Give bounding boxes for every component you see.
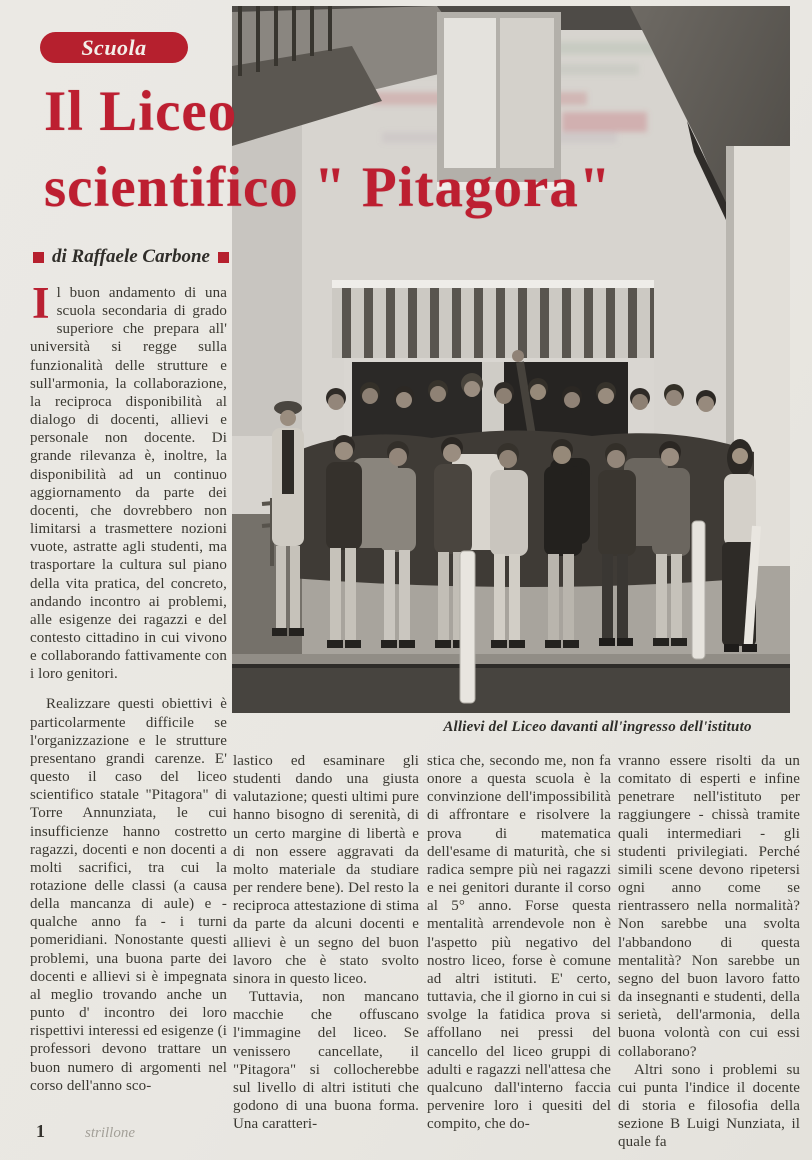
paragraph: Il buon andamento di una scuola secondaria di grado superiore che prepara all' università si regge sulla funzionalità delle strutture e sull'armonia, la collaborazione, la reciproca disponibilità al dialogo di docenti, allievi e personale non docente. Di grande rilevanza è, inoltre, la disponibilità ad un continuo aggiornamento da parte dei docenti, che dovrebbero non limitarsi a trasmettere nozioni vuote, astratte agli studenti, ma trasportare la cultura sul piano della vita pratica, del concreto, andando incontro ai problemi, alle esigenze dei ragazzi e del contesto cittadino in cui vivono e collaborando fattivamente con i loro genitori. bbox=[30, 278, 227, 683]
byline bbox=[33, 246, 229, 268]
paragraph: vranno essere risolti da un comitato di esperti e infine penetrare nell'istituto per raggiungere - chissà tramite quali intermediari - gli studenti privilegiati. Perché simili scene devono ripetersi ogni anno come se rientrassero nella normalità? Non sarebbe una svolta l'abbandono di questa mentalità? Non sarebbe un segno del buon lavoro fatto da insegnanti e studenti, della serietà, dell'armonia, della buona volontà con cui essi collaborano? bbox=[618, 753, 800, 1060]
byline-square-icon bbox=[218, 252, 229, 263]
article-column-3 bbox=[427, 752, 611, 1133]
page-number: 1 bbox=[36, 1121, 45, 1141]
paragraph: stica che, secondo me, non fa onore a questa scuola è la convinzione dell'impossibilità di affrontare e risolvere la prova di matematica dell'esame di maturità, che si radica sempre più nei ragazzi e nei genitori durante il corso al 5° anno. Forse questa mentalità arrendevole non è l'aspetto più negativo del nostro liceo, forse è comune ad altri istituti. E' certo, tuttavia, che il giorno in cui si svolge la fatidica prova si affollano nei pressi del cancello del liceo gruppi di adulti e ragazzi nell'attesa che qualcuno dall'interno faccia pervenire loro i quesiti del compito, che do- bbox=[427, 753, 611, 1133]
title-line-1: Il Liceo bbox=[44, 80, 238, 143]
paragraph: lastico ed esaminare gli studenti dando una giusta valutazione; questi ultimi pure hanno bisogno di serenità, di un certo margine di libertà e di non essere aggravati da molto materiale da studiare per rendere bene). Del resto la reciproca attestazione di stima da parte da alcuni docenti e allievi è un segno del buon lavoro che è stato svolto sinora in questo liceo. bbox=[233, 753, 419, 987]
road bbox=[232, 666, 790, 713]
byline-text: di Raffaele Carbone bbox=[52, 246, 210, 267]
drop-cap: I bbox=[32, 278, 50, 328]
paragraph: Realizzare questi obiettivi è particolarmente difficile se l'organizzazione e le strutture presentano grandi carenze. E' questo il caso del liceo scientifico statale "Pitagora" di Torre Annunziata, le cui insufficienze hanno costretto ragazzi, docenti e non docenti a molti sacrifici, tra cui la rotazione delle classi (a causa della mancanza di aule) e - qualche anno fa - i turni pomeridiani. Nonostante questi problemi, una buona parte dei docenti e allievi si è impegnata al meglio trovando anche un punto d' incontro dei loro rispettivi interessi ed esigenze (i professori devono trattare un buon numero di argomenti nel corso dell'anno sco- bbox=[30, 696, 227, 1094]
transom-grille bbox=[332, 286, 654, 358]
article-title bbox=[44, 74, 804, 226]
byline-square-icon bbox=[33, 252, 44, 263]
page-footer bbox=[36, 1121, 135, 1142]
article-column-2 bbox=[233, 752, 419, 1133]
section-badge-label: Scuola bbox=[81, 34, 147, 60]
section-badge bbox=[40, 32, 188, 63]
article-column-4 bbox=[618, 752, 800, 1151]
title-line-2: scientifico " Pitagora" bbox=[44, 156, 612, 219]
magazine-name: strillone bbox=[85, 1125, 136, 1141]
paragraph: Tuttavia, non mancano macchie che offuscano l'immagine del liceo. Se venissero cancellate, il "Pitagora" si collocherebbe sul livello di altri istituti che godono di una buona forma. Una caratteri- bbox=[233, 989, 419, 1133]
photo-caption: Allievi del Liceo davanti all'ingresso dell'istituto bbox=[443, 719, 752, 735]
paragraph: Altri sono i problemi su cui punta l'indice il docente di storia e filosofia della sezione B Luigi Nunziata, il quale fa bbox=[618, 1061, 800, 1151]
article-column-1 bbox=[30, 278, 227, 1130]
